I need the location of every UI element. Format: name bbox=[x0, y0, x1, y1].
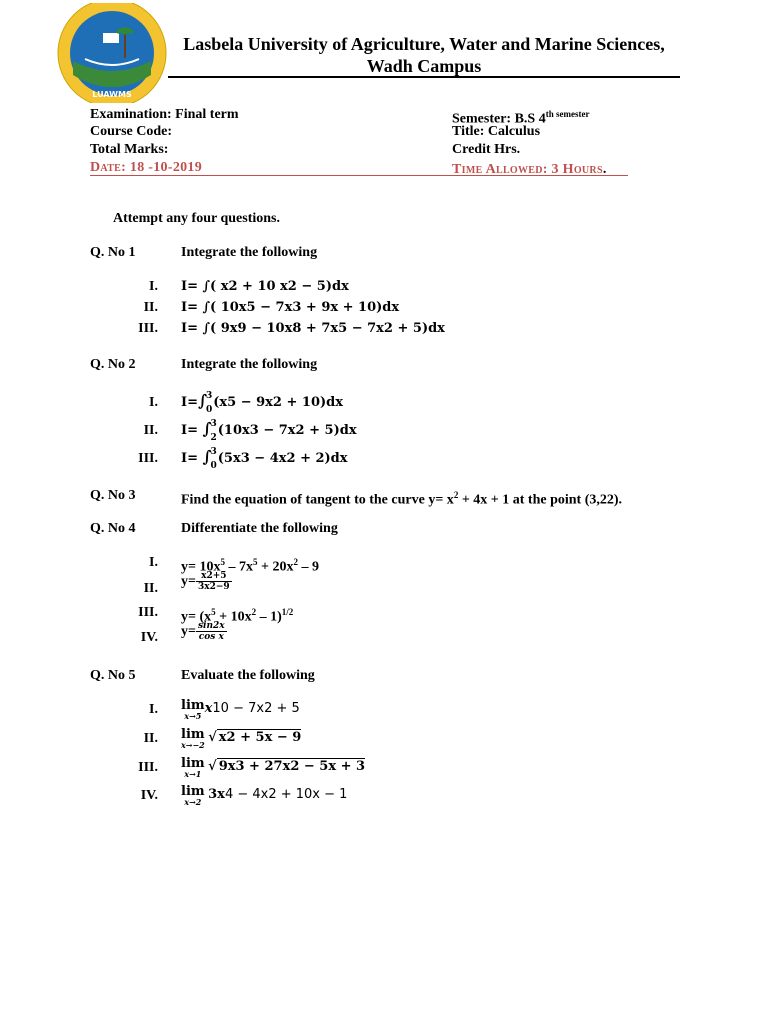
q4-part-3-expr: $y= (x^5 + 10x^2 - 1)^{1/2}$ bbox=[181, 607, 294, 625]
course-title-label: Title: Calculus bbox=[452, 124, 541, 139]
q2-part-1-expr: I=∫ 3 0 (x5 − 9x2 + 10)dx bbox=[181, 391, 344, 415]
question-4-label: Q. No 4 bbox=[90, 521, 136, 536]
title-line-2: Wadh Campus bbox=[366, 56, 482, 76]
q5-part-4-numeral: IV. bbox=[140, 788, 158, 803]
question-5-label: Q. No 5 bbox=[90, 668, 136, 683]
q4-part-1-expr: $y= 10x^5 - 7x^5 + 20x^2 - 9$ bbox=[181, 557, 319, 575]
q2-part-2-numeral: II. bbox=[143, 423, 158, 438]
question-3-label: Q. No 3 bbox=[90, 488, 136, 503]
q4-part-3-numeral: III. bbox=[138, 605, 158, 620]
q1-part-3-expr: I= ∫( 9x9 − 10x8 + 7x5 − 7x2 + 5)dx bbox=[181, 321, 445, 336]
q1-part-1-expr: I= ∫( x2 + 10 x2 − 5)dx bbox=[181, 279, 349, 294]
question-1-label: Q. No 1 bbox=[90, 245, 136, 260]
examination-label: Examination: Final term bbox=[90, 107, 239, 122]
q2-part-3-expr: I= ∫ 3 0 (5x3 − 4x2 + 2)dx bbox=[181, 447, 348, 471]
q4-part-1-numeral: I. bbox=[149, 555, 158, 570]
q5-part-1-numeral: I. bbox=[149, 702, 158, 717]
q1-part-3-numeral: III. bbox=[138, 321, 158, 336]
course-code-label: Course Code: bbox=[90, 124, 173, 139]
credit-hours-label: Credit Hrs. bbox=[452, 142, 521, 157]
instruction: Attempt any four questions. bbox=[113, 211, 280, 226]
university-logo bbox=[55, 3, 169, 103]
q5-part-4-expr: lim x→2 3x4 − 4x2 + 10x − 1 bbox=[181, 784, 348, 807]
q1-part-1-numeral: I. bbox=[149, 279, 158, 294]
q5-part-2-expr: lim x→−2 √ x2 + 5x − 9 bbox=[181, 727, 302, 750]
q2-part-1-numeral: I. bbox=[149, 395, 158, 410]
exam-date: Date: 18 -10-2019 bbox=[90, 160, 203, 175]
q5-part-3-expr: lim x→1 √ 9x3 + 27x2 − 5x + 3 bbox=[181, 756, 366, 779]
question-2-prompt: Integrate the following bbox=[181, 357, 318, 372]
q5-part-2-numeral: II. bbox=[143, 731, 158, 746]
question-4-prompt: Differentiate the following bbox=[181, 521, 338, 536]
q1-part-2-numeral: II. bbox=[143, 300, 158, 315]
q1-part-2-expr: I= ∫( 10x5 − 7x3 + 9x + 10)dx bbox=[181, 300, 400, 315]
question-3-prompt: Find the equation of tangent to the curve $y= x^2 + 4x + 1$ at the point (3,22). bbox=[181, 490, 623, 508]
semester-label: Semester: B.S $4^{th semester}$ bbox=[452, 109, 590, 127]
q5-part-3-numeral: III. bbox=[138, 760, 158, 775]
total-marks-label: Total Marks: bbox=[90, 142, 169, 157]
question-1-prompt: Integrate the following bbox=[181, 245, 318, 260]
header-rule bbox=[168, 76, 680, 78]
university-name bbox=[168, 33, 680, 77]
question-2-label: Q. No 2 bbox=[90, 357, 136, 372]
q4-part-2-numeral: II. bbox=[143, 581, 158, 596]
q2-part-2-expr: I= ∫ 3 2 (10x3 − 7x2 + 5)dx bbox=[181, 419, 357, 443]
q2-part-3-numeral: III. bbox=[138, 451, 158, 466]
time-allowed: Time Allowed: 3 Hours. bbox=[452, 162, 607, 177]
q4-part-4-expr: y= $\frac{\sin 2x}{\text{cos x}}$ bbox=[181, 621, 225, 642]
logo-text: LUAWMS bbox=[92, 90, 132, 99]
q5-part-1-expr: lim x→5 x10 − 7x2 + 5 bbox=[181, 698, 300, 721]
title-line-1: Lasbela University of Agriculture, Water and Marine Sciences, bbox=[183, 34, 665, 54]
meta-rule bbox=[90, 175, 628, 176]
q4-part-4-numeral: IV. bbox=[140, 630, 158, 645]
q4-part-2-expr: y= $\frac{x2+5}{3x2-9}$ bbox=[181, 571, 230, 592]
question-5-prompt: Evaluate the following bbox=[181, 668, 315, 683]
